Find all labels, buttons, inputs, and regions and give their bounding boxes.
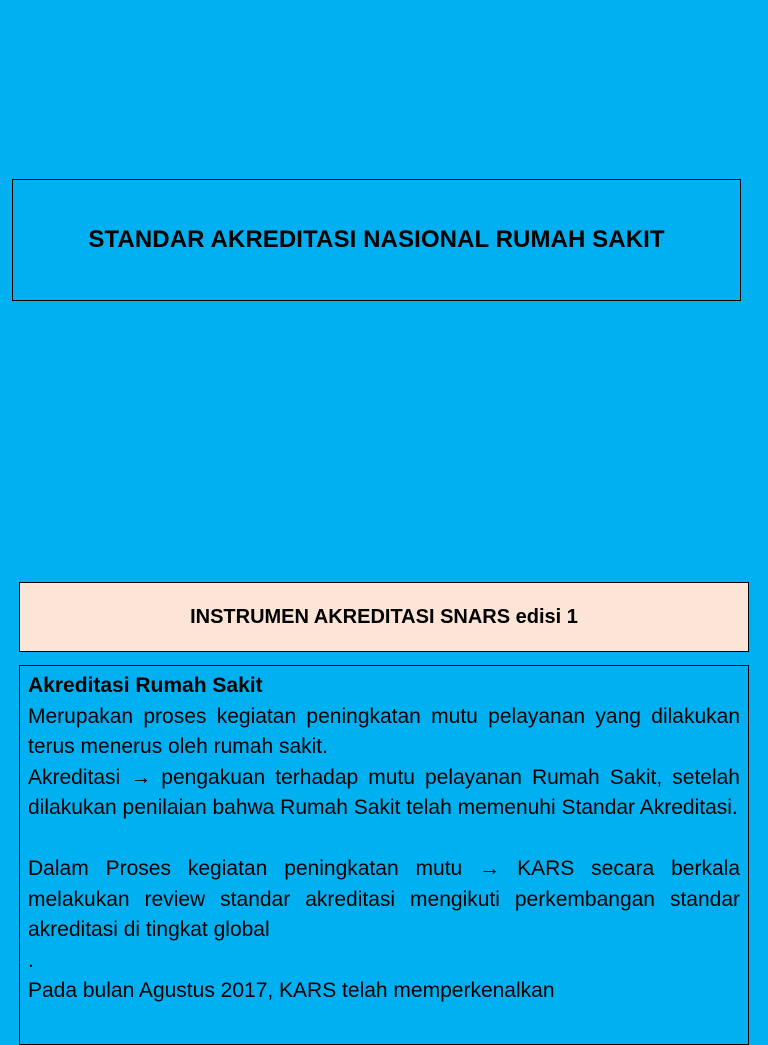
content-box (19, 665, 749, 1045)
title-box (12, 179, 741, 301)
page-title: STANDAR AKREDITASI NASIONAL RUMAH SAKIT (88, 226, 665, 253)
content-paragraph-1: Merupakan proses kegiatan peningkatan mutu pelayanan yang dilakukan terus menerus oleh rumah sakit. (28, 704, 740, 758)
paragraph-spacer (28, 824, 740, 855)
subtitle-box (19, 582, 749, 652)
content-paragraph-3: Dalam Proses kegiatan peningkatan mutu → KARS secara berkala melakukan review standar akreditasi mengikuti perkembangan standar akreditasi di tingkat global (28, 857, 740, 941)
section-subtitle: INSTRUMEN AKREDITASI SNARS edisi 1 (190, 605, 578, 628)
content-heading: Akreditasi Rumah Sakit (28, 674, 263, 697)
content-paragraph-4: Pada bulan Agustus 2017, KARS telah memperkenalkan (28, 979, 555, 1002)
content-paragraph-2: Akreditasi → pengakuan terhadap mutu pelayanan Rumah Sakit, setelah dilakukan penilaian bahwa Rumah Sakit telah memenuhi Standar Akreditasi. (28, 765, 740, 819)
content-dot: . (28, 948, 34, 972)
